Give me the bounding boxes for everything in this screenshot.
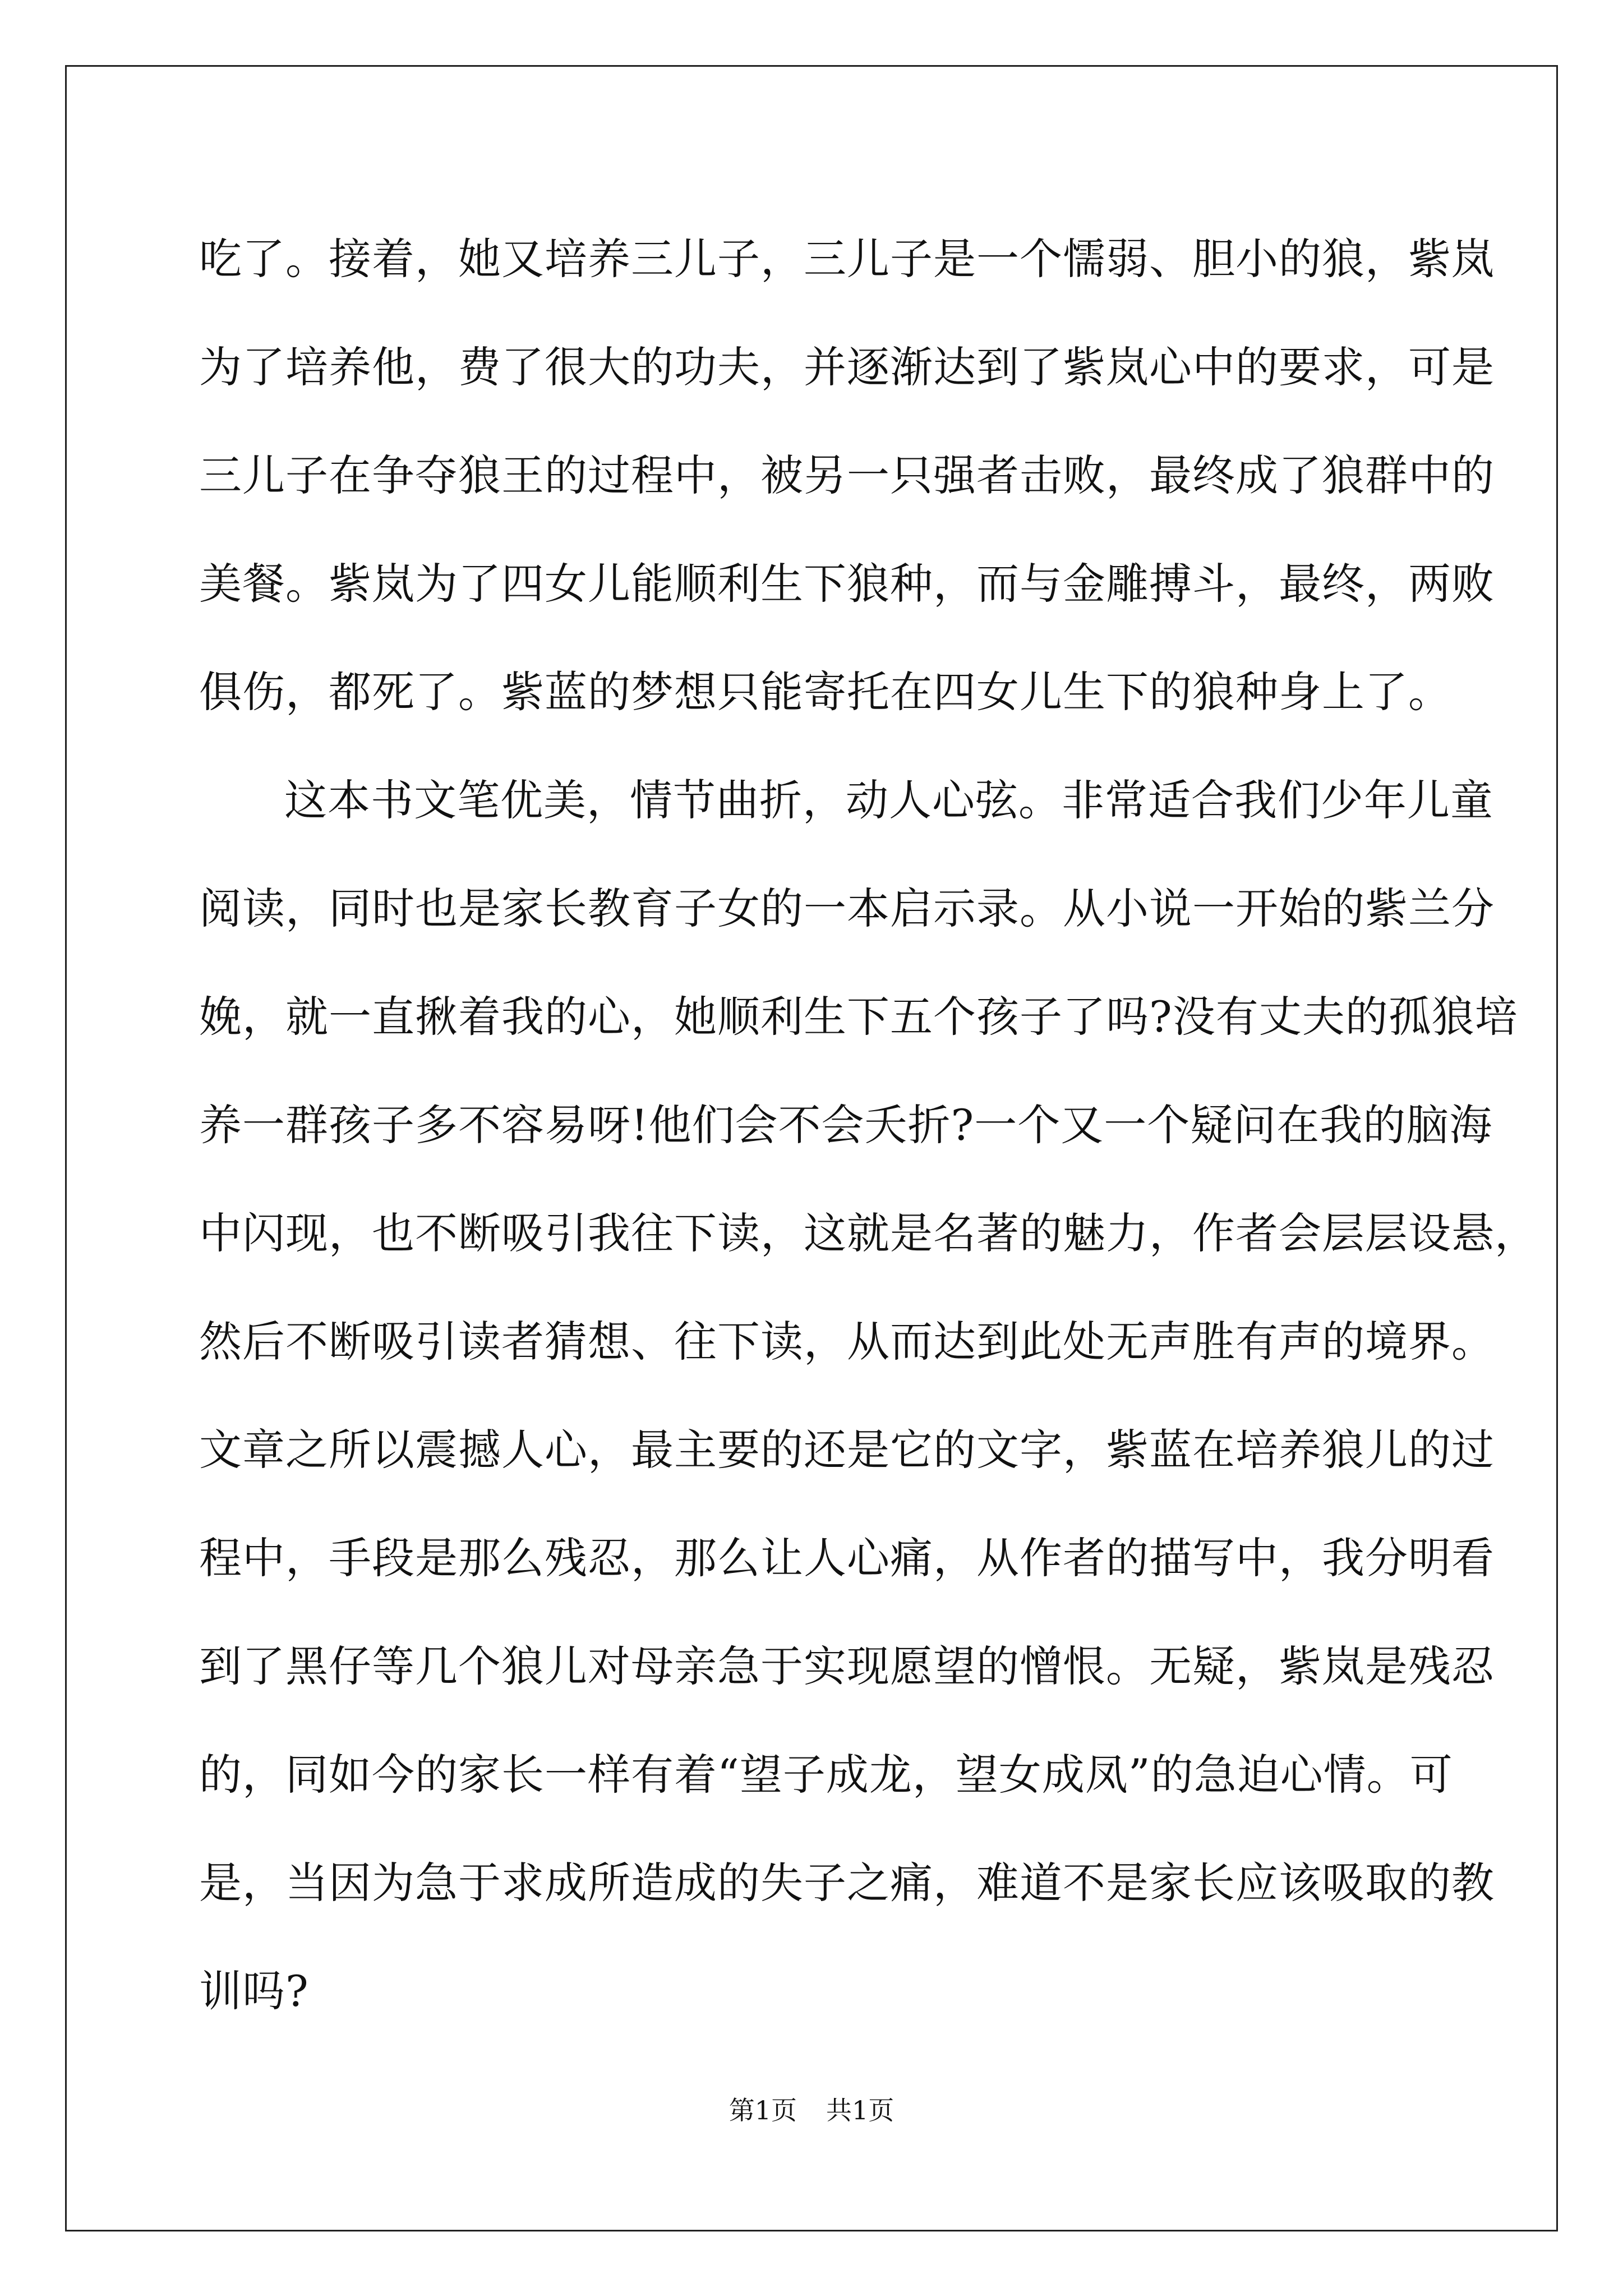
text-line: 然后不断吸引读者猜想、往下读，从而达到此处无声胜有声的境界。 xyxy=(199,1317,1495,1366)
page-total: 共1页 xyxy=(826,2095,895,2125)
text-line: 程中，手段是那么残忍，那么让人心痛，从作者的描写中，我分明看 xyxy=(199,1533,1495,1583)
text-line: 三儿子在争夺狼王的过程中，被另一只强者击败，最终成了狼群中的 xyxy=(199,450,1495,500)
page-number: 第1页 xyxy=(728,2095,797,2125)
text-line: 阅读，同时也是家长教育子女的一本启示录。从小说一开始的紫兰分 xyxy=(199,884,1495,933)
document-body xyxy=(199,205,1538,2045)
text-line: 吃了。接着，她又培养三儿子，三儿子是一个懦弱、胆小的狼，紫岚 xyxy=(199,234,1495,284)
page-footer xyxy=(0,2093,1623,2127)
text-line: 中闪现，也不断吸引我往下读，这就是名著的魅力，作者会层层设悬， xyxy=(199,1208,1538,1258)
text-line: 训吗? xyxy=(199,1966,309,2016)
text-line: 到了黑仔等几个狼儿对母亲急于实现愿望的憎恨。无疑，紫岚是残忍 xyxy=(199,1641,1495,1691)
text-line: 为了培养他，费了很大的功夫，并逐渐达到了紫岚心中的要求，可是 xyxy=(199,342,1495,392)
text-line: 美餐。紫岚为了四女儿能顺利生下狼种，而与金雕搏斗，最终，两败 xyxy=(199,559,1495,609)
text-line: 的，同如今的家长一样有着“望子成龙，望女成凤”的急迫心情。可 xyxy=(199,1750,1453,1800)
text-line: 养一群孩子多不容易呀!他们会不会夭折?一个又一个疑问在我的脑海 xyxy=(199,1100,1493,1150)
text-line: 是，当因为急于求成所造成的失子之痛，难道不是家长应该吸取的教 xyxy=(199,1858,1495,1908)
text-line: 俱伤，都死了。紫蓝的梦想只能寄托在四女儿生下的狼种身上了。 xyxy=(199,667,1451,717)
text-line: 娩，就一直揪着我的心，她顺利生下五个孩子了吗?没有丈夫的孤狼培 xyxy=(199,992,1518,1042)
text-line: 文章之所以震撼人心，最主要的还是它的文字，紫蓝在培养狼儿的过 xyxy=(199,1425,1495,1475)
text-line: 这本书文笔优美，情节曲折，动人心弦。非常适合我们少年儿童 xyxy=(284,775,1493,825)
